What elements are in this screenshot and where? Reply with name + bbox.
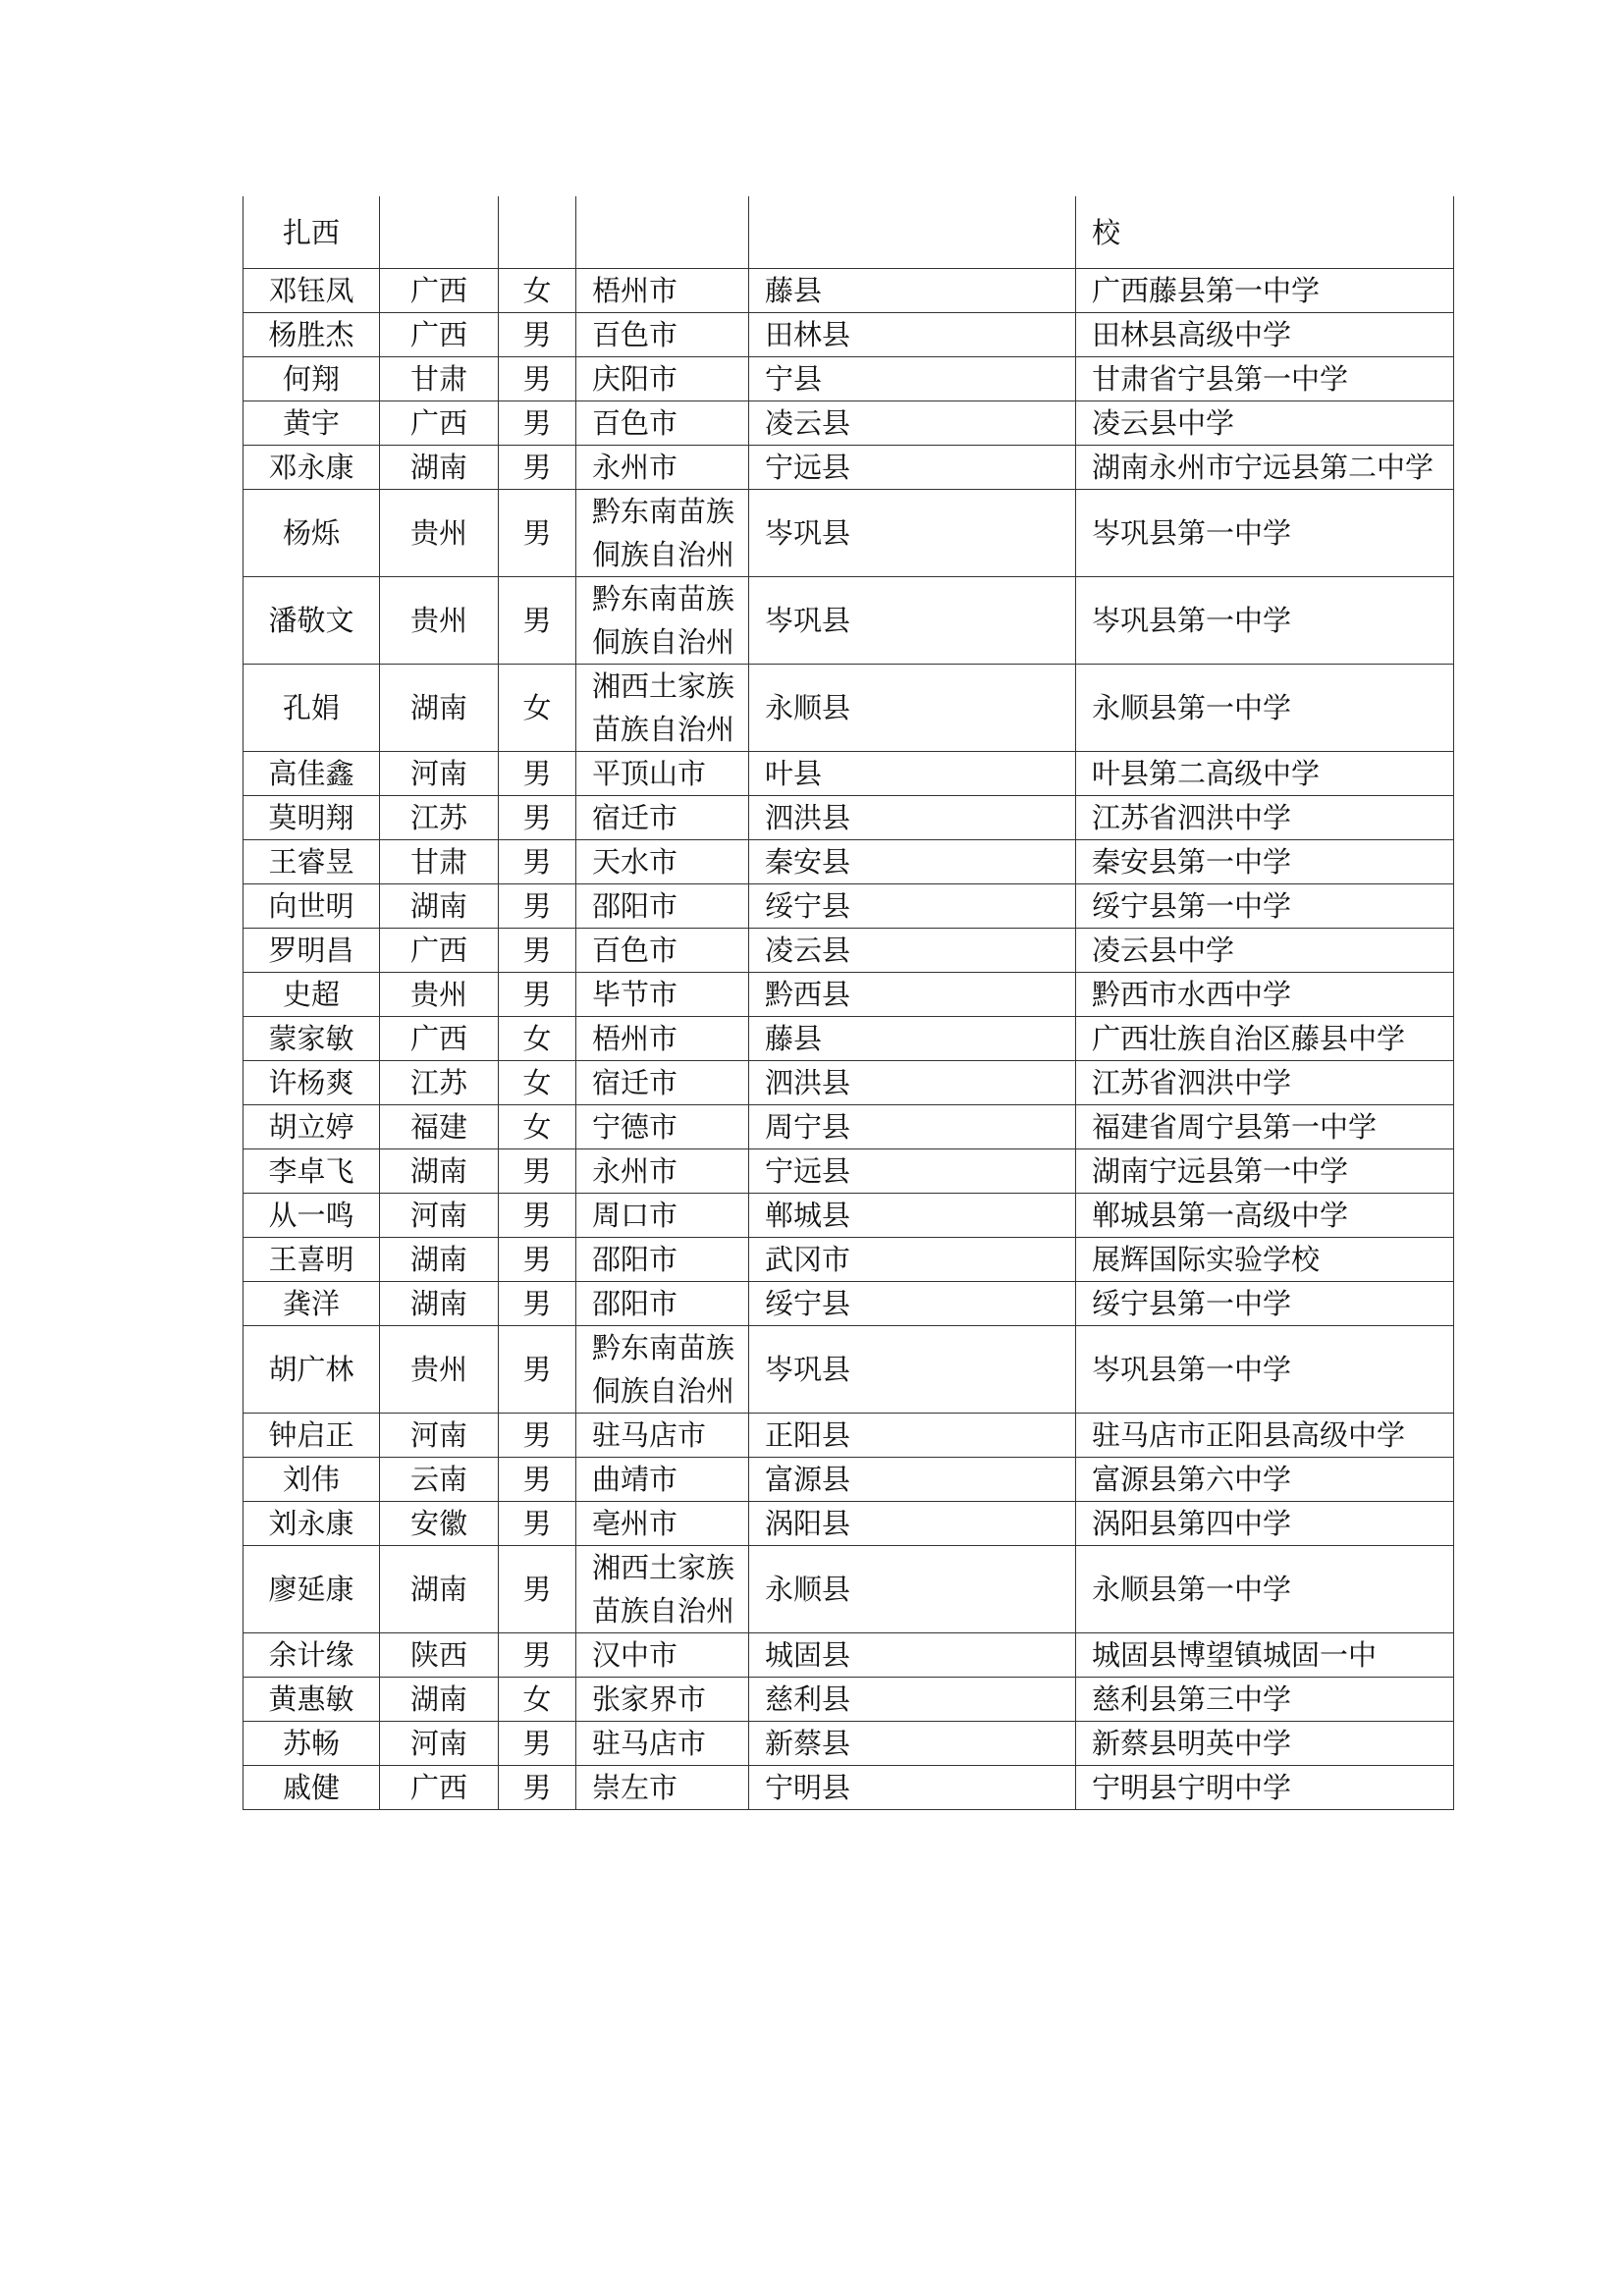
student-name-cell: 黄惠敏 [244, 1678, 380, 1722]
student-name-cell: 龚洋 [244, 1282, 380, 1326]
city-cell: 驻马店市 [576, 1722, 749, 1766]
county-cell: 黔西县 [749, 973, 1076, 1017]
student-name-cell: 史超 [244, 973, 380, 1017]
school-cell: 田林县高级中学 [1076, 313, 1454, 357]
city-cell: 宿迁市 [576, 1061, 749, 1105]
school-cell: 秦安县第一中学 [1076, 840, 1454, 884]
table-row [244, 1678, 1454, 1722]
city-cell: 驻马店市 [576, 1414, 749, 1458]
city-cell: 百色市 [576, 401, 749, 446]
province-cell: 河南 [380, 1194, 499, 1238]
table-row [244, 1502, 1454, 1546]
county-cell: 藤县 [749, 269, 1076, 313]
city-cell: 毕节市 [576, 973, 749, 1017]
gender-cell: 男 [499, 401, 576, 446]
city-cell: 崇左市 [576, 1766, 749, 1810]
gender-cell: 男 [499, 796, 576, 840]
city-cell: 黔东南苗族侗族自治州 [576, 577, 749, 665]
school-cell: 江苏省泗洪中学 [1076, 1061, 1454, 1105]
gender-cell: 男 [499, 1633, 576, 1678]
table-row [244, 1282, 1454, 1326]
county-cell: 涡阳县 [749, 1502, 1076, 1546]
province-cell [380, 196, 499, 269]
city-cell: 宁德市 [576, 1105, 749, 1149]
gender-cell: 男 [499, 1458, 576, 1502]
city-cell: 汉中市 [576, 1633, 749, 1678]
gender-cell: 男 [499, 1194, 576, 1238]
province-cell: 贵州 [380, 973, 499, 1017]
county-cell [749, 196, 1076, 269]
county-cell: 城固县 [749, 1633, 1076, 1678]
table-row [244, 1766, 1454, 1810]
city-cell: 梧州市 [576, 269, 749, 313]
province-cell: 广西 [380, 1766, 499, 1810]
gender-cell: 女 [499, 1061, 576, 1105]
school-cell: 湖南永州市宁远县第二中学 [1076, 446, 1454, 490]
gender-cell: 男 [499, 1722, 576, 1766]
school-cell: 富源县第六中学 [1076, 1458, 1454, 1502]
table-row [244, 446, 1454, 490]
city-cell: 百色市 [576, 313, 749, 357]
county-cell: 田林县 [749, 313, 1076, 357]
gender-cell: 女 [499, 1678, 576, 1722]
student-name-cell: 向世明 [244, 884, 380, 929]
city-cell: 永州市 [576, 446, 749, 490]
city-cell: 张家界市 [576, 1678, 749, 1722]
table-row [244, 490, 1454, 577]
province-cell: 甘肃 [380, 357, 499, 401]
city-cell: 周口市 [576, 1194, 749, 1238]
city-cell: 平顶山市 [576, 752, 749, 796]
student-name-cell: 罗明昌 [244, 929, 380, 973]
student-name-cell: 许杨爽 [244, 1061, 380, 1105]
school-cell: 广西藤县第一中学 [1076, 269, 1454, 313]
gender-cell: 男 [499, 313, 576, 357]
school-cell: 凌云县中学 [1076, 929, 1454, 973]
province-cell: 湖南 [380, 1678, 499, 1722]
student-name-cell: 邓钰凤 [244, 269, 380, 313]
table-row [244, 1722, 1454, 1766]
county-cell: 绥宁县 [749, 884, 1076, 929]
city-cell: 曲靖市 [576, 1458, 749, 1502]
province-cell: 贵州 [380, 1326, 499, 1414]
county-cell: 正阳县 [749, 1414, 1076, 1458]
city-cell: 庆阳市 [576, 357, 749, 401]
school-cell: 涡阳县第四中学 [1076, 1502, 1454, 1546]
gender-cell: 男 [499, 1238, 576, 1282]
city-cell: 宿迁市 [576, 796, 749, 840]
county-cell: 藤县 [749, 1017, 1076, 1061]
table-row [244, 1061, 1454, 1105]
table-row [244, 1326, 1454, 1414]
gender-cell: 女 [499, 1017, 576, 1061]
student-name-cell: 胡广林 [244, 1326, 380, 1414]
gender-cell: 男 [499, 1502, 576, 1546]
student-name-cell: 王喜明 [244, 1238, 380, 1282]
gender-cell: 男 [499, 1326, 576, 1414]
table-row [244, 973, 1454, 1017]
province-cell: 甘肃 [380, 840, 499, 884]
county-cell: 郸城县 [749, 1194, 1076, 1238]
county-cell: 宁明县 [749, 1766, 1076, 1810]
county-cell: 岑巩县 [749, 1326, 1076, 1414]
gender-cell: 男 [499, 752, 576, 796]
table-row [244, 1546, 1454, 1633]
student-name-cell: 高佳鑫 [244, 752, 380, 796]
student-name-cell: 邓永康 [244, 446, 380, 490]
student-name-cell: 廖延康 [244, 1546, 380, 1633]
gender-cell: 男 [499, 446, 576, 490]
city-cell: 梧州市 [576, 1017, 749, 1061]
province-cell: 江苏 [380, 1061, 499, 1105]
table-row [244, 752, 1454, 796]
school-cell: 新蔡县明英中学 [1076, 1722, 1454, 1766]
county-cell: 凌云县 [749, 401, 1076, 446]
province-cell: 湖南 [380, 665, 499, 752]
school-cell: 凌云县中学 [1076, 401, 1454, 446]
city-cell: 百色市 [576, 929, 749, 973]
school-cell: 岑巩县第一中学 [1076, 490, 1454, 577]
county-cell: 宁远县 [749, 1149, 1076, 1194]
province-cell: 广西 [380, 929, 499, 973]
gender-cell: 男 [499, 577, 576, 665]
county-cell: 泗洪县 [749, 796, 1076, 840]
gender-cell: 男 [499, 1766, 576, 1810]
county-cell: 宁远县 [749, 446, 1076, 490]
county-cell: 叶县 [749, 752, 1076, 796]
county-cell: 秦安县 [749, 840, 1076, 884]
student-name-cell: 戚健 [244, 1766, 380, 1810]
table-row [244, 196, 1454, 269]
county-cell: 岑巩县 [749, 490, 1076, 577]
gender-cell: 男 [499, 929, 576, 973]
table-row [244, 1414, 1454, 1458]
school-cell: 江苏省泗洪中学 [1076, 796, 1454, 840]
province-cell: 湖南 [380, 1282, 499, 1326]
school-cell: 校 [1076, 196, 1454, 269]
school-cell: 岑巩县第一中学 [1076, 1326, 1454, 1414]
student-name-cell: 杨胜杰 [244, 313, 380, 357]
table-row [244, 1458, 1454, 1502]
city-cell: 湘西土家族苗族自治州 [576, 1546, 749, 1633]
province-cell: 河南 [380, 752, 499, 796]
school-cell: 永顺县第一中学 [1076, 1546, 1454, 1633]
school-cell: 黔西市水西中学 [1076, 973, 1454, 1017]
school-cell: 永顺县第一中学 [1076, 665, 1454, 752]
student-name-cell: 刘永康 [244, 1502, 380, 1546]
city-cell: 永州市 [576, 1149, 749, 1194]
student-name-cell: 蒙家敏 [244, 1017, 380, 1061]
student-name-cell: 钟启正 [244, 1414, 380, 1458]
table-row [244, 1238, 1454, 1282]
student-name-cell: 杨烁 [244, 490, 380, 577]
city-cell: 邵阳市 [576, 884, 749, 929]
student-name-cell: 李卓飞 [244, 1149, 380, 1194]
county-cell: 慈利县 [749, 1678, 1076, 1722]
province-cell: 河南 [380, 1722, 499, 1766]
city-cell: 邵阳市 [576, 1282, 749, 1326]
school-cell: 岑巩县第一中学 [1076, 577, 1454, 665]
school-cell: 湖南宁远县第一中学 [1076, 1149, 1454, 1194]
county-cell: 永顺县 [749, 1546, 1076, 1633]
school-cell: 城固县博望镇城固一中 [1076, 1633, 1454, 1678]
school-cell: 叶县第二高级中学 [1076, 752, 1454, 796]
county-cell: 永顺县 [749, 665, 1076, 752]
table-row [244, 1633, 1454, 1678]
county-cell: 新蔡县 [749, 1722, 1076, 1766]
table-row [244, 269, 1454, 313]
roster-body [244, 196, 1454, 1810]
city-cell: 湘西土家族苗族自治州 [576, 665, 749, 752]
province-cell: 湖南 [380, 884, 499, 929]
province-cell: 湖南 [380, 1546, 499, 1633]
table-row [244, 929, 1454, 973]
school-cell: 慈利县第三中学 [1076, 1678, 1454, 1722]
province-cell: 湖南 [380, 1238, 499, 1282]
province-cell: 福建 [380, 1105, 499, 1149]
city-cell [576, 196, 749, 269]
county-cell: 绥宁县 [749, 1282, 1076, 1326]
student-name-cell: 胡立婷 [244, 1105, 380, 1149]
table-row [244, 1149, 1454, 1194]
student-name-cell: 孔娟 [244, 665, 380, 752]
province-cell: 贵州 [380, 577, 499, 665]
gender-cell: 女 [499, 1105, 576, 1149]
county-cell: 富源县 [749, 1458, 1076, 1502]
province-cell: 湖南 [380, 1149, 499, 1194]
student-name-cell: 黄宇 [244, 401, 380, 446]
gender-cell: 男 [499, 973, 576, 1017]
province-cell: 安徽 [380, 1502, 499, 1546]
student-name-cell: 从一鸣 [244, 1194, 380, 1238]
gender-cell: 男 [499, 1546, 576, 1633]
gender-cell: 男 [499, 357, 576, 401]
county-cell: 岑巩县 [749, 577, 1076, 665]
gender-cell: 女 [499, 269, 576, 313]
table-row [244, 884, 1454, 929]
province-cell: 江苏 [380, 796, 499, 840]
gender-cell [499, 196, 576, 269]
school-cell: 郸城县第一高级中学 [1076, 1194, 1454, 1238]
county-cell: 凌云县 [749, 929, 1076, 973]
school-cell: 宁明县宁明中学 [1076, 1766, 1454, 1810]
student-name-cell: 苏畅 [244, 1722, 380, 1766]
city-cell: 亳州市 [576, 1502, 749, 1546]
student-name-cell: 潘敬文 [244, 577, 380, 665]
province-cell: 陕西 [380, 1633, 499, 1678]
city-cell: 黔东南苗族侗族自治州 [576, 1326, 749, 1414]
province-cell: 贵州 [380, 490, 499, 577]
gender-cell: 男 [499, 1282, 576, 1326]
gender-cell: 男 [499, 490, 576, 577]
gender-cell: 男 [499, 1414, 576, 1458]
student-name-cell: 莫明翔 [244, 796, 380, 840]
student-name-cell: 何翔 [244, 357, 380, 401]
student-name-cell: 刘伟 [244, 1458, 380, 1502]
city-cell: 天水市 [576, 840, 749, 884]
table-row [244, 313, 1454, 357]
county-cell: 周宁县 [749, 1105, 1076, 1149]
table-row [244, 796, 1454, 840]
gender-cell: 男 [499, 884, 576, 929]
county-cell: 泗洪县 [749, 1061, 1076, 1105]
student-roster-table [243, 196, 1454, 1810]
student-name-cell: 余计缘 [244, 1633, 380, 1678]
table-row [244, 577, 1454, 665]
gender-cell: 男 [499, 840, 576, 884]
county-cell: 武冈市 [749, 1238, 1076, 1282]
county-cell: 宁县 [749, 357, 1076, 401]
table-row [244, 401, 1454, 446]
table-row [244, 665, 1454, 752]
province-cell: 湖南 [380, 446, 499, 490]
table-row [244, 1194, 1454, 1238]
school-cell: 绥宁县第一中学 [1076, 884, 1454, 929]
gender-cell: 男 [499, 1149, 576, 1194]
province-cell: 广西 [380, 401, 499, 446]
school-cell: 绥宁县第一中学 [1076, 1282, 1454, 1326]
student-name-cell: 王睿昱 [244, 840, 380, 884]
city-cell: 黔东南苗族侗族自治州 [576, 490, 749, 577]
school-cell: 甘肃省宁县第一中学 [1076, 357, 1454, 401]
gender-cell: 女 [499, 665, 576, 752]
school-cell: 展辉国际实验学校 [1076, 1238, 1454, 1282]
school-cell: 驻马店市正阳县高级中学 [1076, 1414, 1454, 1458]
table-row [244, 1105, 1454, 1149]
province-cell: 广西 [380, 313, 499, 357]
school-cell: 福建省周宁县第一中学 [1076, 1105, 1454, 1149]
city-cell: 邵阳市 [576, 1238, 749, 1282]
province-cell: 广西 [380, 269, 499, 313]
table-row [244, 1017, 1454, 1061]
province-cell: 云南 [380, 1458, 499, 1502]
school-cell: 广西壮族自治区藤县中学 [1076, 1017, 1454, 1061]
table-row [244, 840, 1454, 884]
student-name-cell: 扎西 [244, 196, 380, 269]
province-cell: 河南 [380, 1414, 499, 1458]
table-row [244, 357, 1454, 401]
province-cell: 广西 [380, 1017, 499, 1061]
